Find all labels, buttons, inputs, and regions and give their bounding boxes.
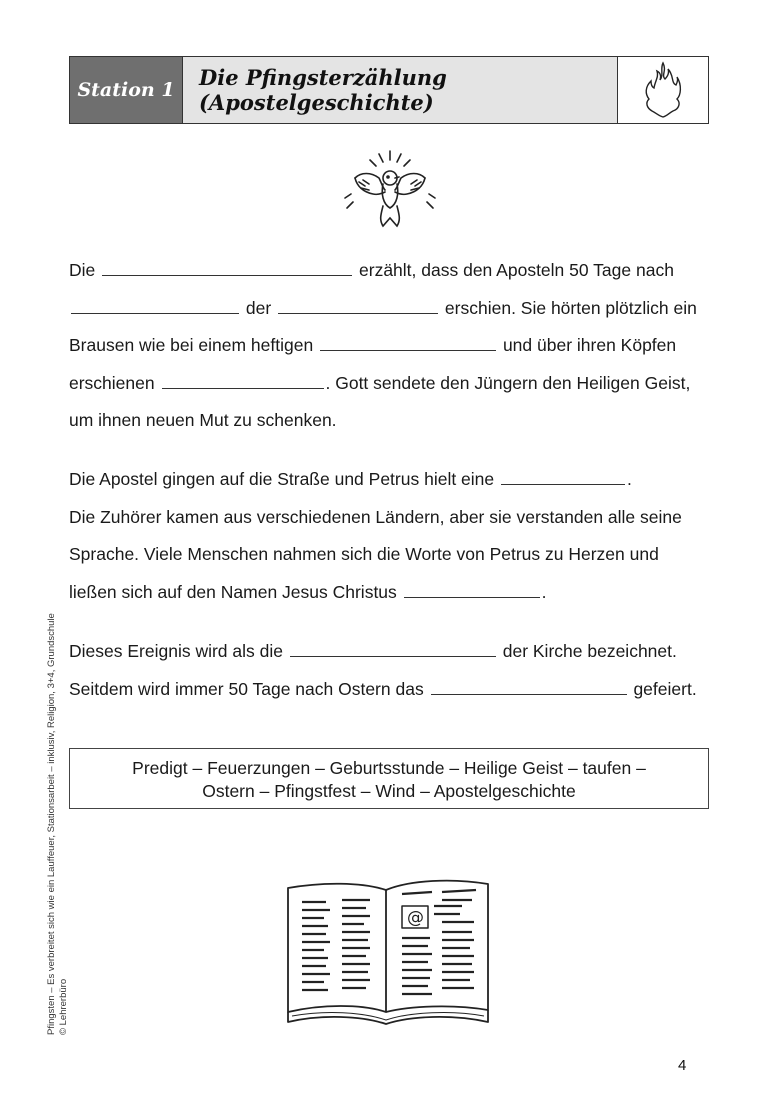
sidebar-line-1: Pfingsten – Es verbreitet sich wie ein Lauffeuer, Stationsarbeit – inklusiv, Religion, 3+4, Grundschule (46, 613, 57, 1035)
blank-5[interactable] (162, 371, 324, 389)
cloze-paragraph-3: Dieses Ereignis wird als die der Kirche bezeichnet. Seitdem wird immer 50 Tage nach Ostern das gefeiert. (69, 641, 697, 699)
blank-7[interactable] (404, 580, 540, 598)
blank-3[interactable] (278, 296, 438, 314)
sidebar-line-2: © Lehrerbüro (58, 978, 69, 1035)
cloze-paragraph-2: Die Apostel gingen auf die Straße und Petrus hielt eine . Die Zuhörer kamen aus verschiedenen Ländern, aber sie verstanden alle seine Sprache. Viele Menschen nahmen sich die Worte von Petrus zu Herzen und ließen sich auf den Namen Jesus Christus . (69, 469, 682, 602)
word-bank-line-2: Ostern – Pfingstfest – Wind – Apostelgeschichte (202, 781, 576, 801)
station-header (69, 56, 709, 124)
word-bank (69, 748, 709, 809)
blank-6[interactable] (501, 467, 625, 485)
station-label: Station 1 (70, 57, 183, 123)
open-book-icon (282, 876, 494, 1036)
blank-8[interactable] (290, 639, 496, 657)
word-bank-line-1: Predigt – Feuerzungen – Geburtsstunde – Heilige Geist – taufen – (132, 758, 646, 778)
page-number: 4 (678, 1057, 687, 1074)
blank-9[interactable] (431, 677, 627, 695)
blank-4[interactable] (320, 333, 496, 351)
dove-icon (343, 148, 437, 230)
copyright-sidebar (46, 613, 70, 1035)
svg-text:@: @ (407, 908, 424, 928)
blank-1[interactable] (102, 258, 352, 276)
flame-icon (643, 61, 683, 119)
cloze-paragraph-1: Die erzählt, dass den Aposteln 50 Tage nach der erschien. Sie hörten plötzlich ein Brausen wie bei einem heftigen und über ihren Köpfen erschienen . Gott sendete den Jüngern den Heiligen Geist, um ihnen neuen Mut zu schenken. (69, 260, 697, 430)
blank-2[interactable] (71, 296, 239, 314)
page-title: Die Pfingsterzählung (Apostelgeschichte) (183, 57, 618, 123)
flame-icon-box (618, 57, 708, 123)
